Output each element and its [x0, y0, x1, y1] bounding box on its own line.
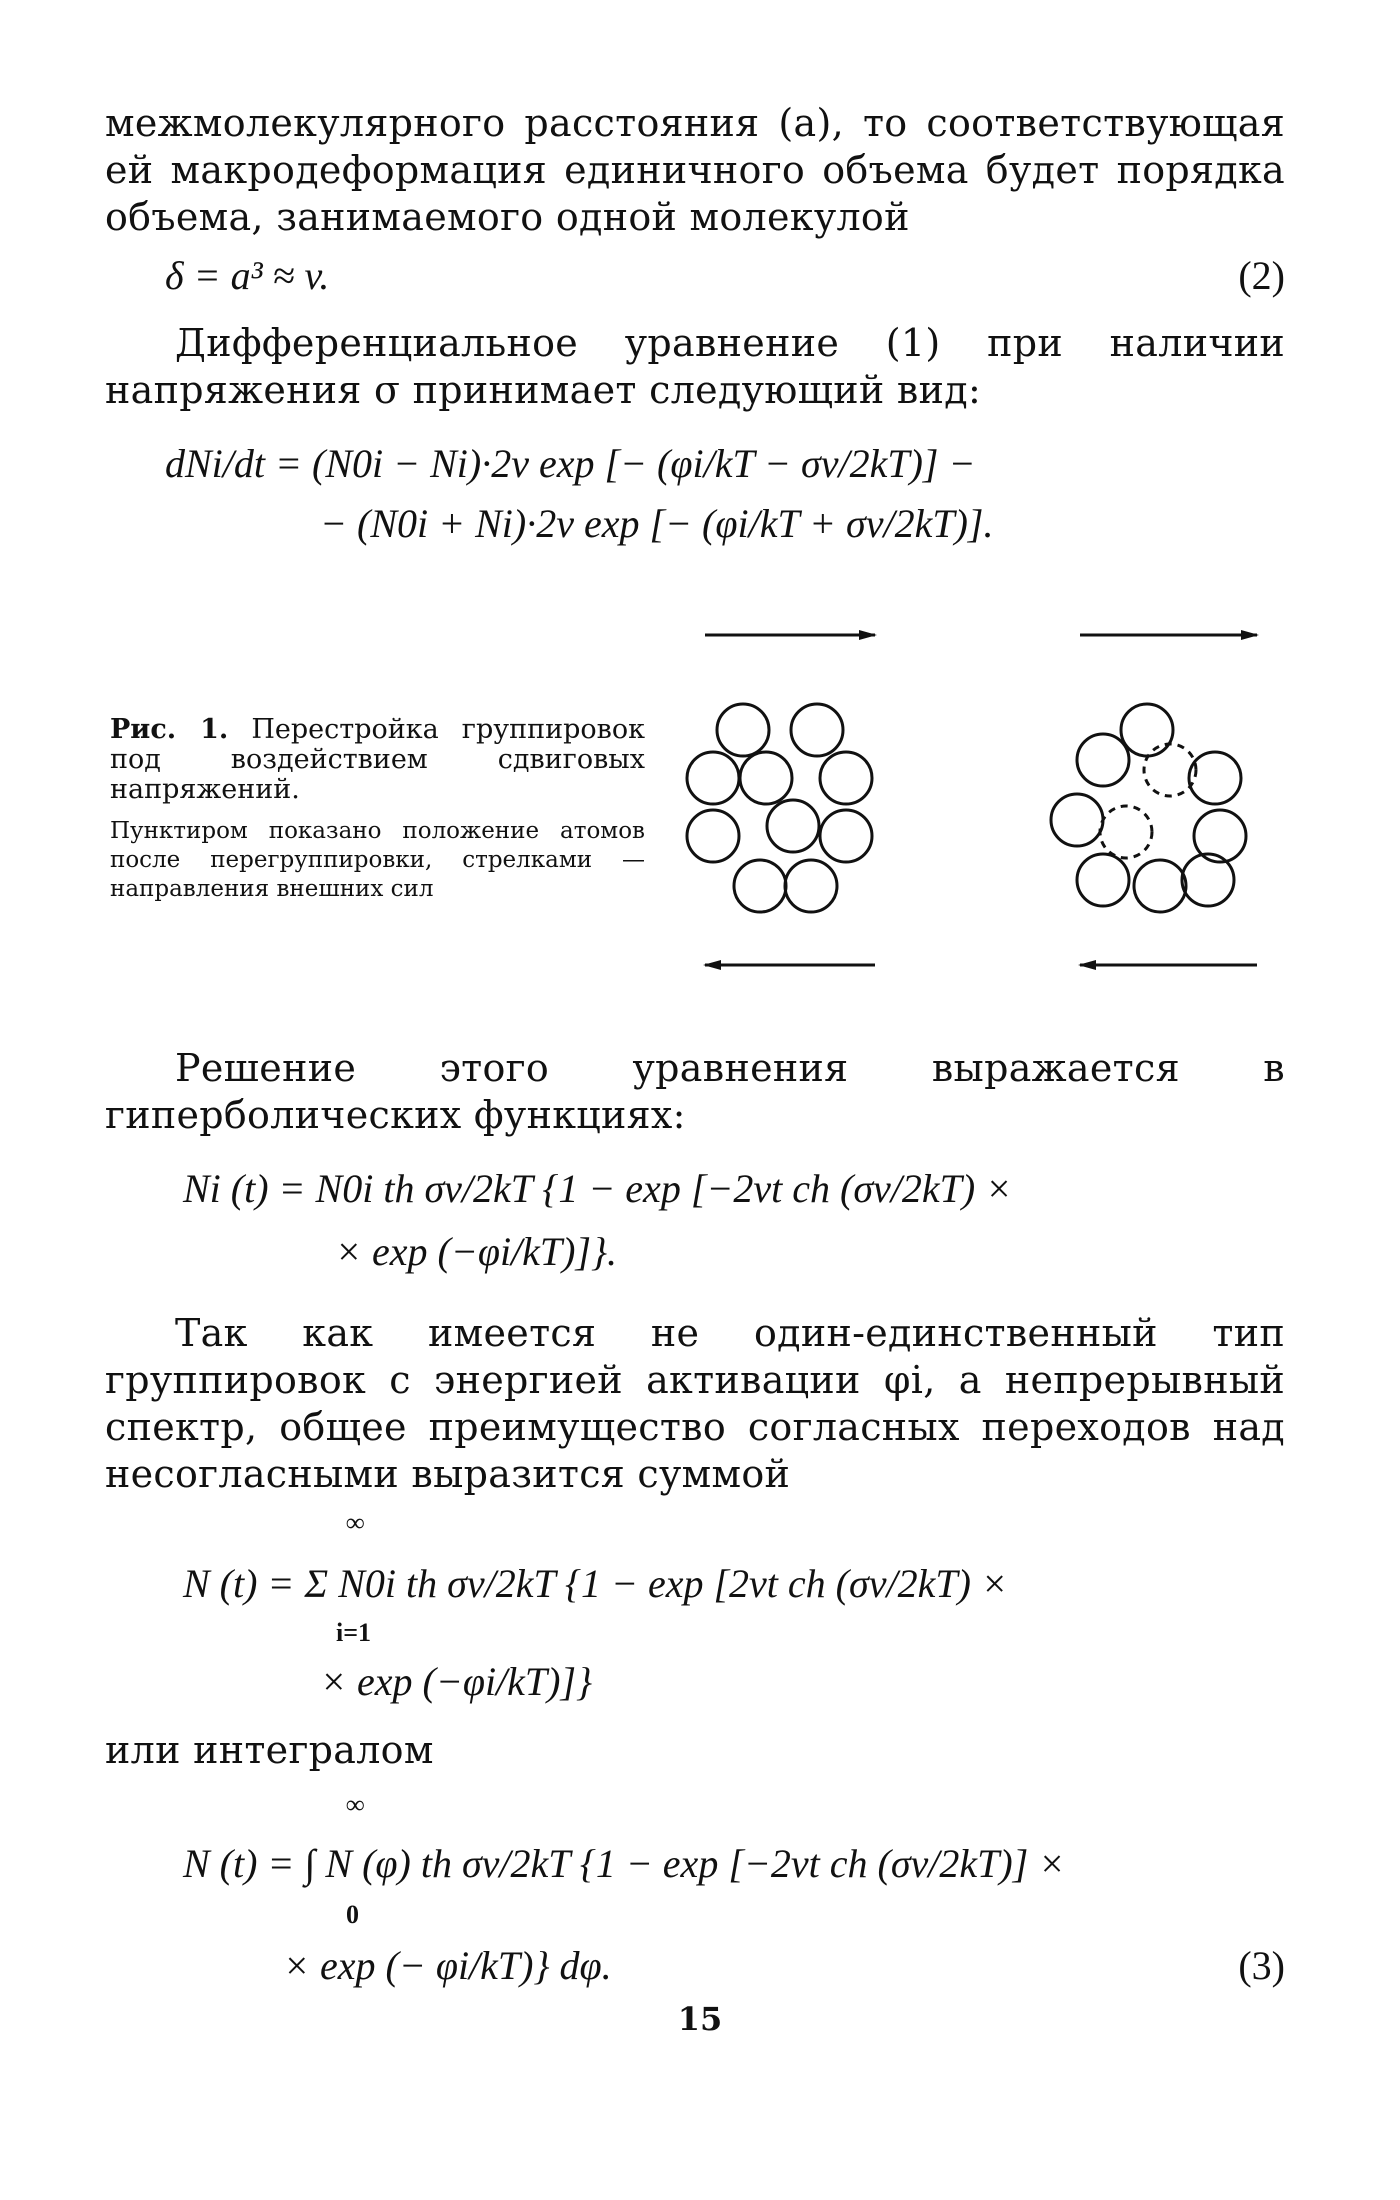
sum-lower-limit: i=1: [336, 1618, 372, 1647]
equation-diff-line2: − (N0i + Ni)·2ν exp [− (φi/kT + σv/2kT)].: [320, 501, 994, 546]
equation-solution-line1: Ni (t) = N0i th σv/2kT {1 − exp [−2νt ch (σv/2kT) ×: [183, 1166, 1013, 1211]
atom: [1182, 854, 1234, 906]
atom: [1051, 794, 1103, 846]
equation-2: δ = a³ ≈ v.: [165, 253, 330, 298]
paragraph-5: или интегралом: [105, 1728, 434, 1772]
figure-caption-title-text: Перестройка группировок под воздействием сдвиговых напряжений.: [110, 714, 645, 805]
equation-integral-line2: × exp (− φi/kT)} dφ.: [283, 1943, 612, 1988]
equation-2-number: (2): [1238, 253, 1285, 298]
atom-dashed: [1144, 744, 1196, 796]
equation-sum-line2: × exp (−φi/kT)]}: [320, 1659, 593, 1704]
atom: [734, 860, 786, 912]
paragraph-4: Так как имеется не один-единственный тип группировок с энергией активации φi, а непрерывный спектр, общее преимущество согласных переходов над несогласными выразится суммой: [105, 1311, 1285, 1496]
equation-solution-line2: × exp (−φi/kT)]}.: [335, 1229, 618, 1274]
equation-diff-line1: dNi/dt = (N0i − Ni)·2ν exp [− (φi/kT − σv/2kT)] −: [165, 441, 976, 486]
atom: [687, 810, 739, 862]
integral-lower-limit: 0: [346, 1900, 359, 1929]
page-number: 15: [677, 2000, 723, 2038]
paragraph-2: Дифференциальное уравнение (1) при наличии напряжения σ принимает следующий вид:: [105, 321, 1285, 412]
equation-3-number: (3): [1238, 1943, 1285, 1988]
atom: [1077, 854, 1129, 906]
figure-atom-groupings: [660, 610, 1300, 990]
atom: [717, 704, 769, 756]
integral-upper-limit: ∞: [346, 1790, 365, 1819]
atom: [1077, 734, 1129, 786]
right-atom-grouping: [1051, 704, 1246, 912]
atom-dashed: [1100, 806, 1152, 858]
atom: [791, 704, 843, 756]
left-atom-grouping: [687, 704, 872, 912]
atom: [1121, 704, 1173, 756]
atom: [687, 752, 739, 804]
atom: [820, 810, 872, 862]
atom: [740, 752, 792, 804]
atom: [1189, 752, 1241, 804]
sum-upper-limit: ∞: [346, 1508, 365, 1537]
figure-caption: [110, 715, 645, 904]
figure-caption-title: [110, 715, 645, 805]
paragraph-3: Решение этого уравнения выражается в гиперболических функциях:: [105, 1046, 1285, 1137]
equation-sum-line1: N (t) = Σ N0i th σv/2kT {1 − exp [2νt ch (σv/2kT) ×: [183, 1561, 1008, 1606]
figure-caption-label: Рис. 1.: [110, 714, 229, 745]
atom: [767, 800, 819, 852]
atom: [1134, 860, 1186, 912]
atom: [785, 860, 837, 912]
atom: [820, 752, 872, 804]
paragraph-1: межмолекулярного расстояния (a), то соответствующая ей макродеформация единичного объема будет порядка объема, занимаемого одной молекулой: [105, 101, 1285, 239]
figure-caption-description: Пунктиром показано положение атомов после перегруппировки, стрелками — направления внешних сил: [110, 818, 645, 902]
equation-integral-line1: N (t) = ∫ N (φ) th σv/2kT {1 − exp [−2νt ch (σv/2kT)] ×: [183, 1841, 1066, 1886]
